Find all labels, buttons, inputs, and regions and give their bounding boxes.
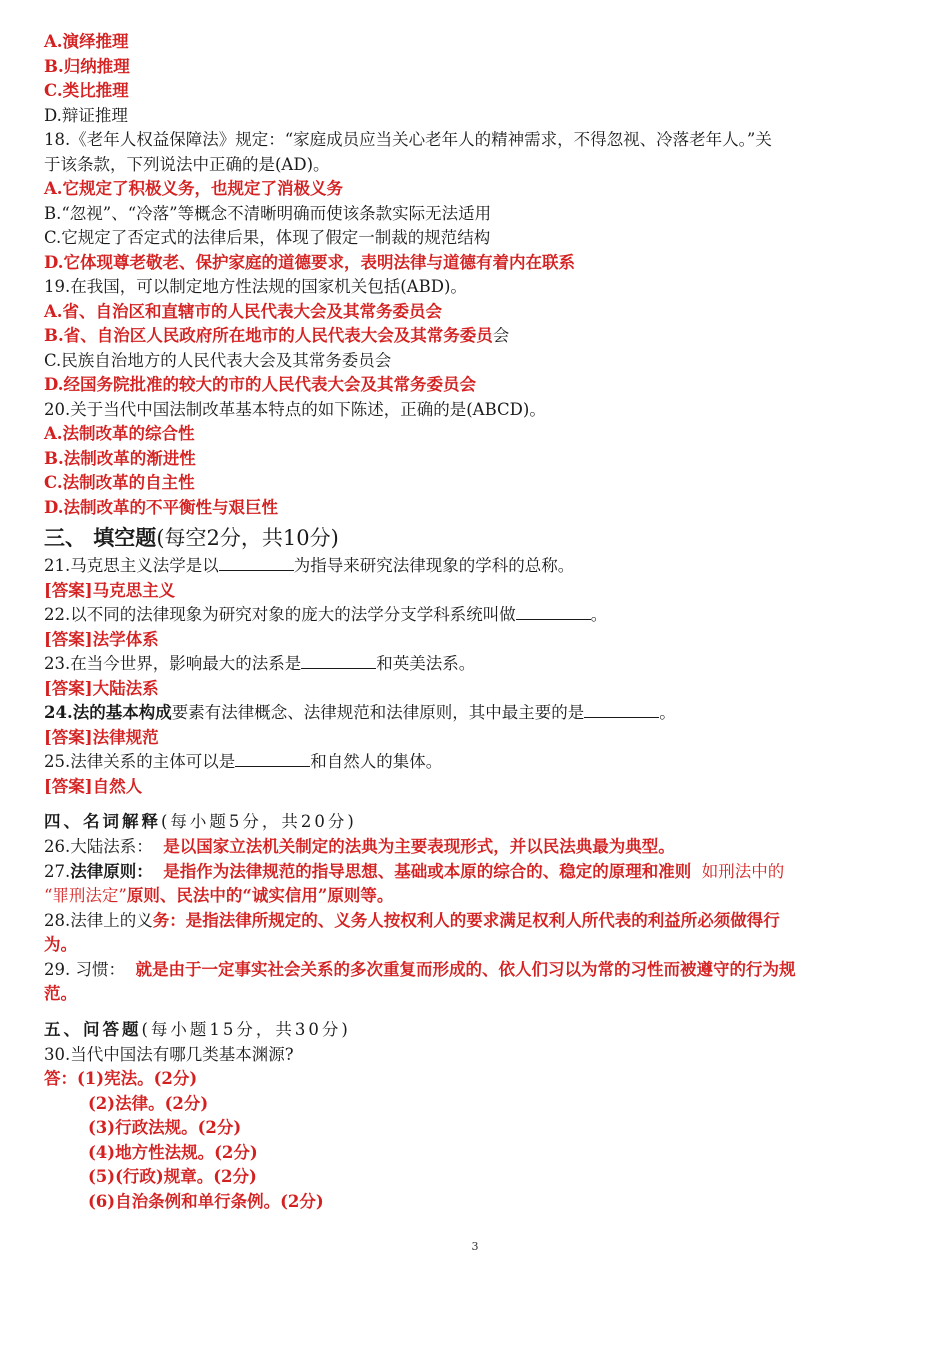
q19-option-d: D.经国务院批准的较大的市的人民代表大会及其常务委员会 [44, 375, 476, 394]
q19-stem: 19.在我国，可以制定地方性法规的国家机关包括(ABD)。 [44, 277, 467, 296]
section3-note: (每空2分，共10分) [156, 526, 339, 550]
q30-item-6: (6)自治条例和单行条例。(2分) [88, 1191, 324, 1211]
q18-stem-line2: 于该条款，下列说法中正确的是(AD)。 [44, 154, 330, 174]
q24-blank [584, 702, 659, 718]
q20-option-d: D.法制改革的不平衡性与艰巨性 [44, 497, 278, 517]
q22-pre: 22.以不同的法律现象为研究对象的庞大的法学分支学科系统叫做 [44, 605, 516, 624]
q24-pre: 要素有法律概念、法律规范和法律原则，其中最主要的是 [171, 703, 585, 722]
section5-note: (每小题15分，共30分) [141, 1019, 351, 1039]
q17-option-c: C.类比推理 [44, 81, 129, 100]
q30-item-2: (2)法律。(2分) [88, 1093, 209, 1113]
q22 [44, 603, 924, 628]
q17-option-d: D.辩证推理 [44, 105, 128, 125]
q22-post: 。 [590, 605, 608, 624]
term-26-def: 是以国家立法机关制定的法典为主要表现形式，并以民法典最为典型。 [163, 837, 675, 856]
term-27-line2-c: “诚实信用”原则等。 [242, 886, 394, 905]
q30-answer-label: 答： [44, 1069, 77, 1088]
q17-option-b: B.归纳推理 [44, 56, 130, 76]
q30-answer-line1 [44, 1067, 924, 1092]
section4-note: (每小题5分，共20分) [161, 812, 357, 831]
section5-heading [44, 1017, 924, 1043]
term-26 [44, 835, 924, 860]
q19-option-a: A.省、自治区和直辖市的人民代表大会及其常务委员会 [44, 301, 443, 321]
term-27-line2-b: 原则、民法中的 [126, 886, 243, 905]
term-27-def: 是指作为法律规范的指导思想、基础或本原的综合的、稳定的原理和准则 [163, 861, 692, 881]
q23-pre: 23.在当今世界，影响最大的法系是 [44, 654, 302, 673]
q18-option-a: A.它规定了积极义务，也规定了消极义务 [44, 179, 344, 198]
term-27-example: 如刑法中的 [701, 861, 785, 881]
term-26-label: 26.大陆法系： [44, 837, 153, 856]
q19-option-b-tail: 会 [492, 326, 510, 345]
q19-option-c: C.民族自治地方的人民代表大会及其常务委员会 [44, 350, 392, 370]
term-27-term: 法律原则： [70, 861, 153, 881]
q20-stem: 20.关于当代中国法制改革基本特点的如下陈述，正确的是(ABCD)。 [44, 399, 546, 419]
q18-stem-line1: 18.《老年人权益保障法》规定：“家庭成员应当关心老年人的精神需求，不得忽视、冷落老年人。”关 [44, 130, 772, 149]
section4-heading [44, 809, 924, 835]
q22-blank [516, 604, 591, 620]
term-28-def2: 为。 [44, 935, 77, 954]
q25-pre: 25.法律关系的主体可以是 [44, 752, 236, 771]
q20-option-b: B.法制改革的渐进性 [44, 448, 196, 468]
term-27 [44, 860, 924, 885]
q24-bold: 24.法的基本构成 [44, 703, 172, 722]
term-27-line2 [44, 884, 924, 909]
q23 [44, 652, 924, 677]
term-29 [44, 958, 924, 983]
q20-option-a: A.法制改革的综合性 [44, 424, 195, 443]
q24 [44, 701, 924, 726]
q18-option-d: D.它体现尊老敬老、保护家庭的道德要求，表明法律与道德有着内在联系 [44, 252, 575, 272]
q21 [44, 554, 924, 579]
section5-title: 五、问答题 [44, 1019, 142, 1039]
term-29-def: 就是由于一定事实社会关系的多次重复而形成的、依人们习以为常的习性而被遵守的行为规 [135, 959, 796, 979]
q17-option-a: A.演绎推理 [44, 32, 129, 51]
term-28-label: 28.法律上的义 [44, 910, 153, 930]
q22-answer: [答案]法学体系 [44, 629, 159, 649]
term-28 [44, 909, 924, 934]
term-27-label: 27. [44, 861, 71, 881]
q19-option-b: B.省、自治区人民政府所在地市的人民代表大会及其常务委员 [44, 326, 493, 345]
term-27-line2-a: “罪刑法定” [44, 886, 127, 905]
q25-answer: [答案]自然人 [44, 776, 143, 796]
q25 [44, 750, 924, 775]
section3-heading [44, 522, 924, 554]
q23-post: 和英美法系。 [376, 654, 476, 673]
q30-item-1: (1)宪法。(2分) [77, 1069, 198, 1088]
document-page [44, 30, 924, 1214]
term-29-label: 29. 习惯： [44, 959, 125, 979]
q30-item-5: (5)(行政)规章。(2分) [88, 1167, 257, 1186]
q21-answer: [答案]马克思主义 [44, 580, 176, 600]
q21-blank [219, 555, 294, 571]
q19-option-b-line [44, 324, 924, 349]
section3-title: 三、 填空题 [44, 525, 157, 550]
q23-answer: [答案]大陆法系 [44, 678, 159, 698]
q18-option-c: C.它规定了否定式的法律后果，体现了假定一制裁的规范结构 [44, 228, 491, 247]
q24-answer: [答案]法律规范 [44, 727, 159, 747]
q20-option-c: C.法制改革的自主性 [44, 473, 195, 492]
q24-post: 。 [659, 703, 676, 722]
q30-stem: 30.当代中国法有哪几类基本渊源? [44, 1044, 294, 1064]
q21-pre: 21.马克思主义法学是以 [44, 556, 219, 575]
q30-item-3: (3)行政法规。(2分) [88, 1118, 242, 1137]
q25-blank [235, 751, 310, 767]
q25-post: 和自然人的集体。 [310, 752, 443, 771]
q30-item-4: (4)地方性法规。(2分) [88, 1142, 258, 1162]
term-29-def2: 范。 [44, 984, 77, 1003]
page-number: 3 [471, 1240, 479, 1253]
q23-blank [301, 653, 376, 669]
q21-post: 为指导来研究法律现象的学科的总称。 [293, 556, 575, 575]
section4-title: 四、名词解释 [44, 812, 161, 831]
term-28-def: 务：是指法律所规定的、义务人按权利人的要求满足权利人所代表的利益所必须做得行 [152, 910, 780, 930]
q18-option-b: B.“忽视”、“冷落”等概念不清晰明确而使该条款实际无法适用 [44, 203, 492, 223]
